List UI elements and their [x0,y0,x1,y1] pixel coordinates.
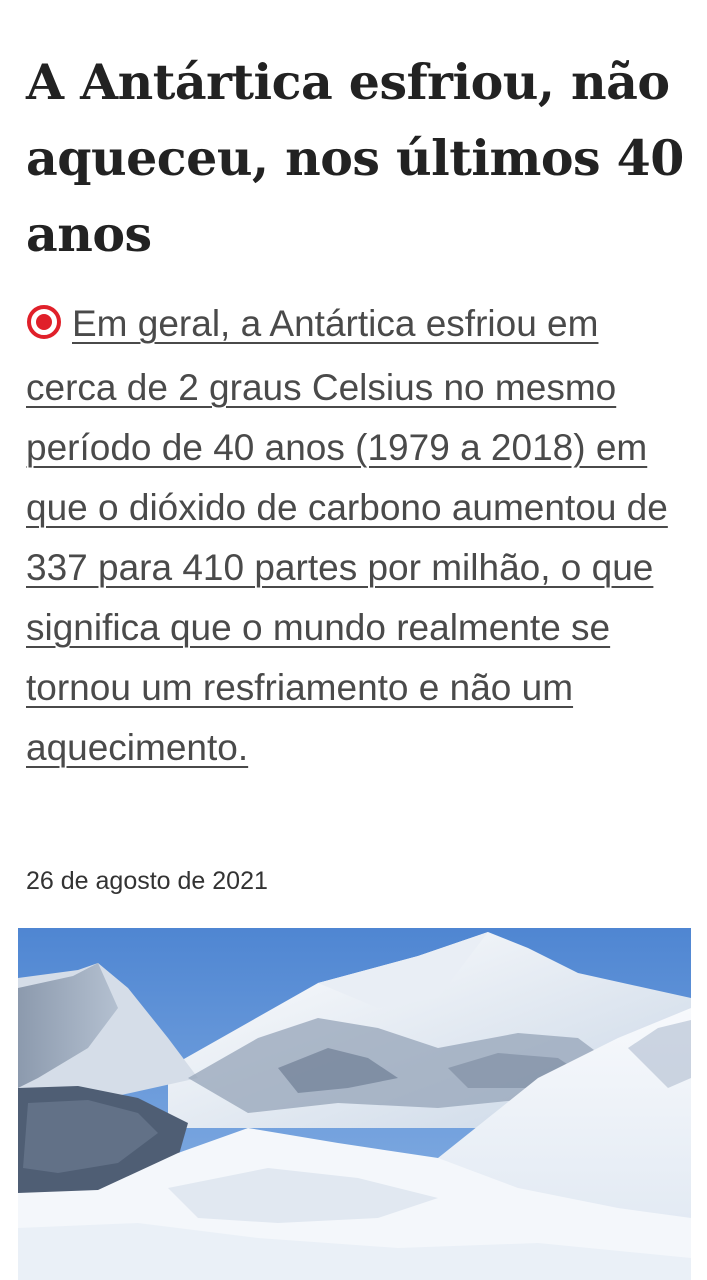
lead-link[interactable]: Em geral, a Antártica esfriou em cerca de 2 graus Celsius no mesmo período de 40 anos (1979 a 2018) em que o dióxido de carbono aumentou de 337 para 410 partes por milhão, o que significa que o mundo realmente se tornou um resfriamento e não um aquecimento. [26,303,668,768]
headline: A Antártica esfriou, não aqueceu, nos últimos 40 anos [26,53,684,263]
lead-paragraph [26,294,686,778]
target-icon [26,298,62,358]
publish-date: 26 de agosto de 2021 [26,867,268,895]
antarctic-mountains-image [18,928,691,1280]
